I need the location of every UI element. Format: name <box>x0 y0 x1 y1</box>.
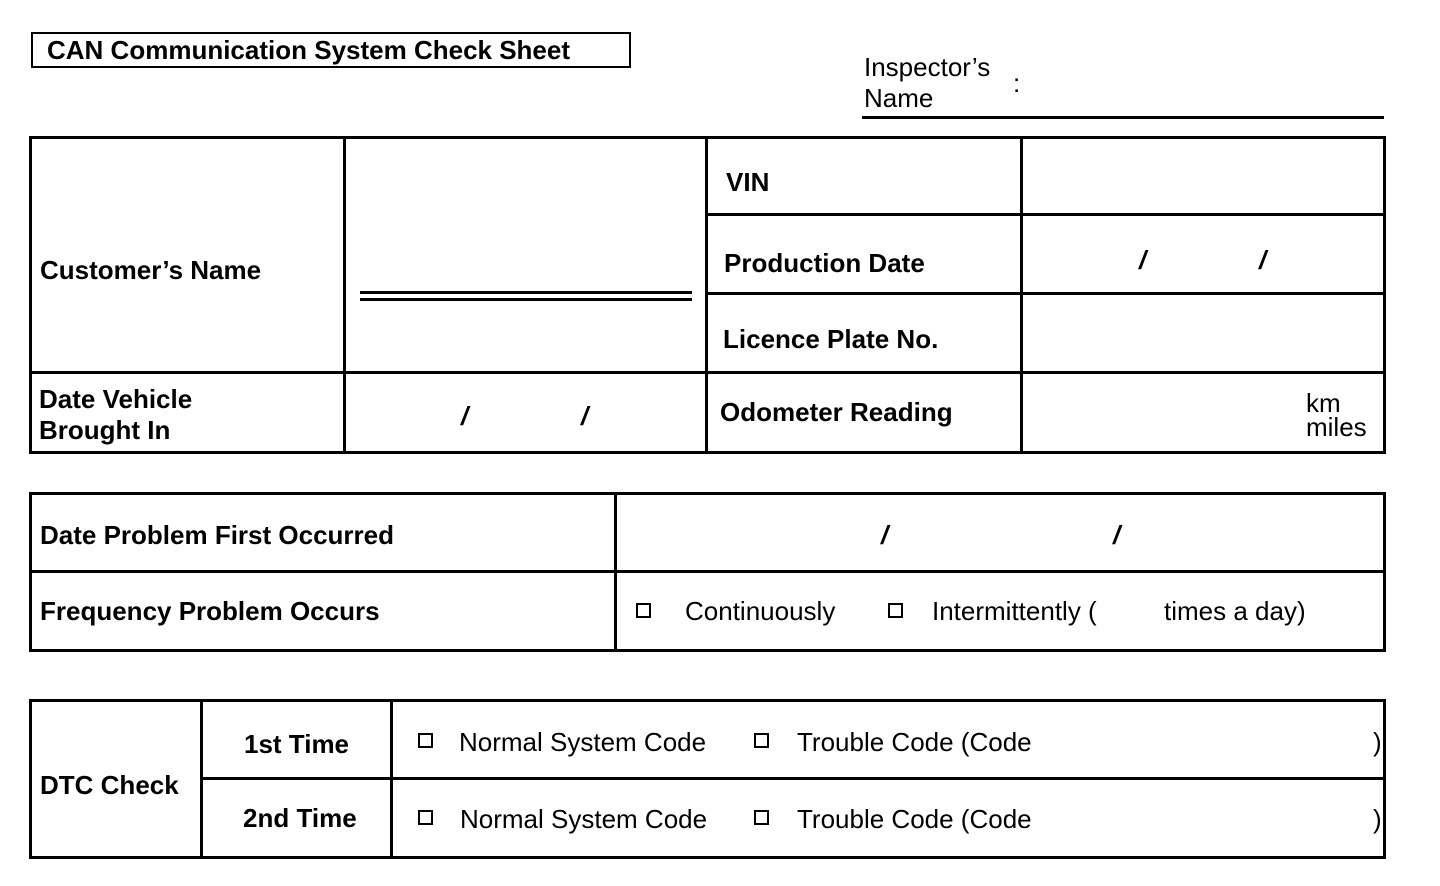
inspector-colon: : <box>1013 68 1021 98</box>
odometer-units <box>1306 388 1367 442</box>
second-trouble-label: Trouble Code (Code <box>797 804 1032 834</box>
first-trouble-label: Trouble Code (Code <box>797 727 1032 757</box>
first-normal-label: Normal System Code <box>459 727 707 757</box>
licence-plate-label: Licence Plate No. <box>723 324 939 354</box>
vin-label: VIN <box>726 167 770 197</box>
second-trouble-close: ) <box>1373 804 1382 834</box>
inspector-label-line2: Name <box>864 83 934 113</box>
intermittently-label: Intermittently ( <box>932 596 1097 626</box>
continuously-label: Continuously <box>685 596 836 626</box>
sheet-title: CAN Communication System Check Sheet <box>31 32 631 68</box>
inspector-name-field[interactable] <box>862 116 1384 119</box>
continuously-checkbox[interactable] <box>636 603 651 618</box>
odometer-unit-km: km <box>1306 388 1341 418</box>
divider <box>1020 136 1023 454</box>
frequency-label: Frequency Problem Occurs <box>40 596 380 626</box>
first-time-label: 1st Time <box>244 729 350 759</box>
intermittently-checkbox[interactable] <box>888 603 903 618</box>
divider <box>29 371 1386 374</box>
customer-name-label: Customer’s Name <box>40 255 262 285</box>
first-occurred-separator: / <box>1113 520 1121 550</box>
production-date-label: Production Date <box>724 248 925 278</box>
divider <box>705 213 1386 216</box>
inspector-name-label <box>864 52 990 114</box>
times-a-day-label: times a day) <box>1164 596 1306 626</box>
brought-in-date-separator: / <box>581 401 589 431</box>
second-time-label: 2nd Time <box>243 803 357 833</box>
first-trouble-checkbox[interactable] <box>754 733 769 748</box>
brought-in-date-separator: / <box>461 401 469 431</box>
divider <box>705 136 708 454</box>
odometer-unit-miles: miles <box>1306 412 1367 442</box>
date-brought-in-label <box>39 384 192 446</box>
dtc-check-label: DTC Check <box>40 770 179 800</box>
customer-name-field-underline <box>360 298 692 301</box>
production-date-separator: / <box>1139 245 1147 275</box>
second-normal-checkbox[interactable] <box>418 810 433 825</box>
second-trouble-checkbox[interactable] <box>754 810 769 825</box>
second-normal-label: Normal System Code <box>460 804 708 834</box>
inspector-label-line1: Inspector’s <box>864 52 991 82</box>
first-occurred-label: Date Problem First Occurred <box>40 520 394 550</box>
first-occurred-separator: / <box>881 520 889 550</box>
production-date-separator: / <box>1259 245 1267 275</box>
date-brought-in-line1: Date Vehicle <box>39 384 193 414</box>
date-brought-in-line2: Brought In <box>39 415 171 445</box>
divider <box>705 292 1386 295</box>
divider <box>343 136 346 454</box>
first-trouble-close: ) <box>1373 727 1382 757</box>
first-normal-checkbox[interactable] <box>418 733 433 748</box>
divider <box>200 777 1386 780</box>
customer-name-field[interactable] <box>360 291 692 294</box>
divider <box>29 570 1386 573</box>
odometer-label: Odometer Reading <box>720 397 953 427</box>
